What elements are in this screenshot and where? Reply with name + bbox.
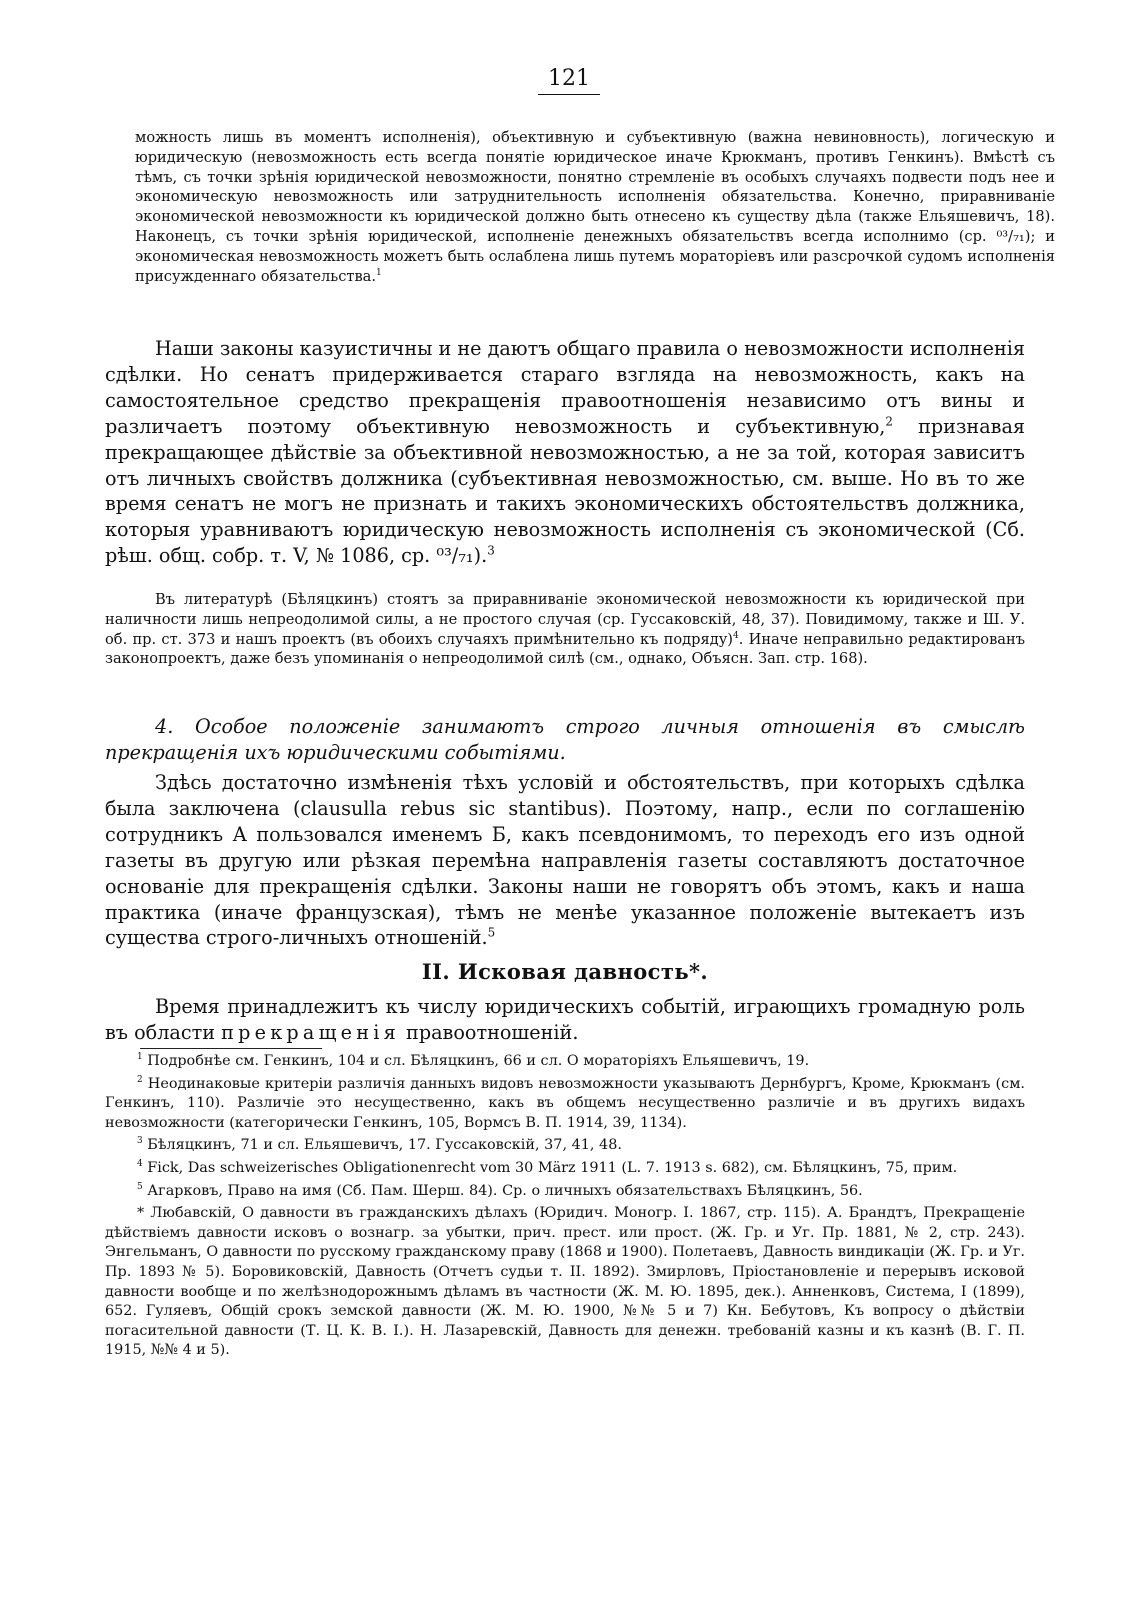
footnote-ref: 5: [487, 926, 496, 941]
footnote-ref: 2: [885, 414, 893, 429]
footnote-3: [105, 1136, 1025, 1156]
item4-text: 4. Особое положеніе занимаютъ строго личныя отношенія въ смыслѣ прекращенія ихъ юридическими событіями.: [105, 715, 1025, 764]
footnote-mark: 1: [137, 1052, 143, 1063]
footnote-4: [105, 1159, 1025, 1179]
footnote-ref: 1: [376, 267, 382, 278]
footnote-text: Неодинаковые критеріи различія данныхъ видовъ невозможности указываютъ Дернбургъ, Кроме, Крюкманъ (см. Генкинъ, 110). Различіе это несущественно, какъ въ общемъ несущественно различіе и въ другихъ видахъ невозможности (категорически Генкинъ, 105, Вормсъ В. П. 1914, 39, 1134).: [105, 1075, 1025, 1131]
block1-text: можность лишь въ моментъ исполненія), объективную и субъективную (важна невиновность), логическую и юридическую (невозможность есть всегда понятіе юридическое иначе Крюкманъ, противъ Генкинъ). Вмѣстѣ съ тѣмъ, съ точки зрѣнія юридической невозможности, понятно стремленіе въ особыхъ случаяхъ подвести подъ нее и экономическую невозможность или затруднительность исполненія обязательства. Конечно, приравниваніе экономической невозможности къ юридической должно быть отнесено къ существу дѣла (также Ельяшевичъ, 18). Наконецъ, съ точки зрѣнія юридической, исполненіе денежныхъ обязательствъ всегда исполнимо (ср. ⁰³/₇₁); и экономическая невозможность можетъ быть ослаблена лишь путемъ мораторіевъ или разсрочкой судомъ исполненія присужденнаго обязательства.: [135, 129, 1055, 285]
footnotes: [105, 1052, 1025, 1364]
footnote-text: Любавскій, О давности въ гражданскихъ дѣлахъ (Юридич. Моногр. I. 1867, стр. 115). А. Брандтъ, Прекращеніе дѣйствіемъ давности исковъ о вознагр. за убытки, прич. прест. или прост. (Ж. Гр. и Уг. Пр. 1881, № 2, стр. 243). Энгельманъ, О давности по русскому гражданскому праву (1868 и 1900). Полетаевъ, Давность виндикаціи (Ж. Гр. и Уг. Пр. 1893 № 5). Боровиковскій, Давность (Отчетъ судьи т. II. 1892). Змирловъ, Пріостановленіе и перерывъ исковой давности вообще и по желѣзнодорожнымъ дѣламъ въ частности (Ж. М. Ю. 1895, дек.). Анненковъ, Система, I (1899), 652. Гуляевъ, Общій срокъ земской давности (Ж. М. Ю. 1900, №№ 5 и 7) Кн. Бебутовъ, Къ вопросу о дѣйствіи погасительной давности (Т. Ц. К. В. I.). Н. Лазаревскій, Давность для денежн. требованій казны и къ казнѣ (В. Г. П. 1915, №№ 4 и 5).: [105, 1205, 1025, 1359]
block2-text-a: Въ литературѣ (Бѣляцкинъ) стоятъ за приравниваніе экономической невозможности къ юридической при наличности лишь непреодолимой силы, а не простого случая (ср. Гуссаковскій, 48, 37). Повидимому, также и Ш. У. об. пр. ст. 373 и нашъ проектъ (въ обоихъ случаяхъ примѣнительно къ подряду): [105, 591, 1025, 648]
section-heading: II. Исковая давность*.: [421, 959, 709, 984]
section-item-4: [105, 714, 1025, 766]
small-print-block-1: [105, 128, 1055, 286]
para3-text-c: правоотношеній.: [406, 1020, 579, 1044]
footnote-text: Бѣляцкинъ, 71 и сл. Ельяшевичъ, 17. Гуссаковскій, 37, 41, 48.: [147, 1137, 622, 1154]
footnote-ref: 4: [732, 630, 739, 641]
block2-text-b: . Иначе неправильно редактированъ законопроектъ, даже безъ упоминанія о непреодолимой силѣ (см., однако, Объясн. Зап. стр. 168).: [105, 630, 1025, 668]
footnote-divider: [140, 1048, 322, 1049]
main-paragraph-2: [105, 770, 1025, 951]
footnote-text: Подробнѣе см. Генкинъ, 104 и сл. Бѣляцкинъ, 66 и сл. О мораторіяхъ Ельяшевичъ, 19.: [147, 1053, 810, 1069]
footnote-text: Fick, Das schweizerisches Obligationenrecht vom 30 März 1911 (L. 7. 1913 s. 682), см. Бѣляцкинъ, 75, прим.: [147, 1159, 958, 1176]
page-number: 121: [538, 66, 600, 95]
footnote-2: [105, 1075, 1025, 1134]
para3-spaced-word: прекращенія: [221, 1020, 400, 1044]
footnote-1: [105, 1052, 1025, 1072]
footnote-mark: 5: [137, 1181, 143, 1192]
para2-text: Здѣсь достаточно измѣненія тѣхъ условій и обстоятельствъ, при которыхъ сдѣлка была заключена (clausulla rebus sic stantibus). Поэтому, напр., если по соглашенію сотрудникъ А пользовался именемъ Б, какъ псевдонимомъ, то переходъ его изъ одной газеты въ другую или рѣзкая перемѣна направленія газеты составляютъ достаточное основаніе для прекращенія сдѣлки. Законы наши не говорятъ объ этомъ, какъ и наша практика (иначе французская), тѣмъ не менѣе указанное положеніе вытекаетъ изъ существа строго-личныхъ отношеній.: [105, 771, 1025, 950]
small-print-block-2: [105, 590, 1025, 669]
footnote-asterisk: [105, 1204, 1025, 1361]
main-paragraph-3: [105, 994, 1025, 1046]
para3-text-a: Время принадлежитъ къ числу юридическихъ событій, играющихъ громадную роль въ области: [105, 995, 1025, 1044]
footnote-mark: 2: [137, 1074, 143, 1085]
footnote-text: Агарковъ, Право на имя (Сб. Пам. Шерш. 84). Ср. о личныхъ обязательствахъ Бѣляцкинъ, 56.: [147, 1182, 863, 1199]
footnote-5: [105, 1182, 1025, 1202]
para1-text-b: признавая прекращающее дѣйствіе за объективной невозможностью, а не за той, которая зависитъ отъ личныхъ свойствъ должника (субъективная невозможностью, см. выше. Но въ то же время сенатъ не могъ не признать и такихъ экономическихъ обстоятельствъ должника, которыя уравниваютъ юридическую невозможность исполненія съ экономической (Сб. рѣш. общ. собр. т. V, № 1086, ср. ⁰³/₇₁).: [105, 414, 1025, 568]
main-paragraph-1: [105, 336, 1025, 569]
footnote-mark: *: [137, 1205, 145, 1222]
footnote-mark: 3: [137, 1136, 143, 1147]
footnote-mark: 4: [137, 1159, 143, 1170]
para1-text-a: Наши законы казуистичны и не даютъ общаго правила о невозможности исполненія сдѣлки. Но сенатъ придерживается стараго взгляда на невозможность, какъ на самостоятельное средство прекращенія правоотношенія независимо отъ вины и различаетъ поэтому объективную невозможность и субъективную,: [105, 337, 1025, 438]
footnote-ref: 3: [487, 543, 495, 558]
